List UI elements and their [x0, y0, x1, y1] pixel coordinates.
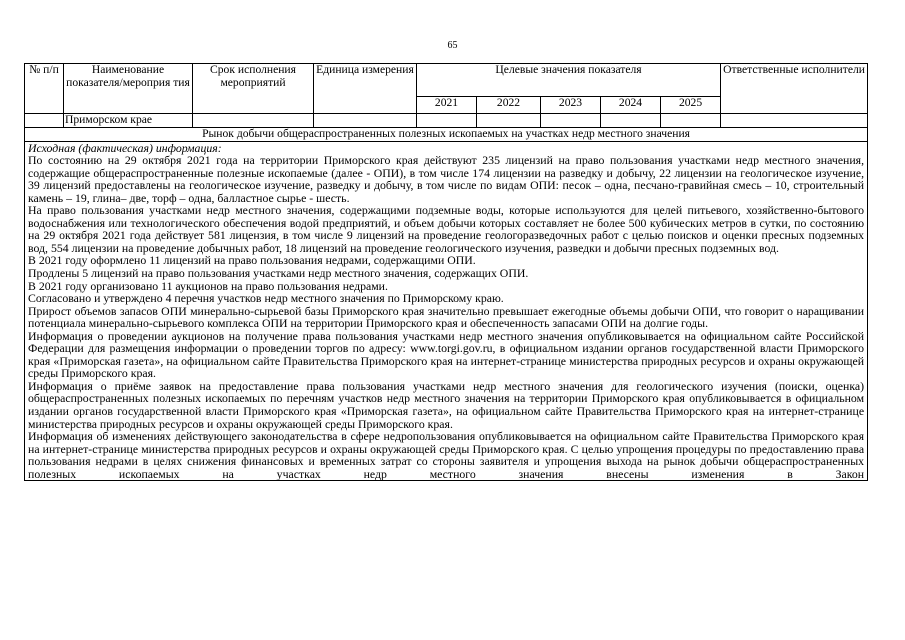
cell-empty: [417, 114, 477, 128]
paragraph: В 2021 году оформлено 11 лицензий на право пользования недрами, содержащими ОПИ.: [28, 253, 476, 268]
section-title: Рынок добычи общераспространенных полезных ископаемых на участках недр местного значения: [25, 128, 868, 142]
section-row: [25, 128, 868, 142]
header-name: Наименование показателя/мероприя тия: [64, 64, 193, 114]
body-text: [25, 141, 868, 481]
year-cell: 2025: [661, 97, 721, 114]
paragraph: Продлены 5 лицензий на право пользования участками недр местного значения, содержащих ОПИ.: [28, 265, 529, 280]
header-num: № п/п: [25, 64, 64, 114]
cell-empty: [314, 114, 417, 128]
cell-empty: [193, 114, 314, 128]
year-cell: 2022: [477, 97, 541, 114]
cell-empty: [721, 114, 868, 128]
paragraph: По состоянию на 29 октября 2021 года на территории Приморского края действуют 235 лицензий на право пользования участками недр местного значения, содержащие общераспространенные полезные ископаемые (далее - ОПИ), в том числе 174 лицензии на разведку и добычу, 22 лицензии на геологическое изучение, 39 лицензий предоставлены на геологическое изучение, разведку и добычу, в том числе по видам ОПИ: песок – одна, песчано-гравийная смесь – 10, строительный камень – 19, глина– две, торф – одна, балластное сырье - шесть.: [28, 153, 865, 205]
paragraph: В 2021 году организовано 11 аукционов на право пользования недрами.: [28, 278, 388, 293]
paragraph: Информация об изменениях действующего законодательства в сфере недропользования опубликовывается на официальном сайте Правительства Приморского края на интернет-странице министерства природных ресурсов и охраны окружающей среды Приморского края. С целью упрощения процедуры по предоставлению права пользования недрами в целях снижения финансовых и временных затрат со стороны заявителя и упрощения выхода на рынок добычи общераспространенных полезных ископаемых на участках недр местного значения внесены изменения в Закон: [28, 429, 865, 481]
cell-empty: [541, 114, 601, 128]
row-name: Приморском крае: [64, 114, 193, 128]
cell-empty: [601, 114, 661, 128]
paragraph: Информация о проведении аукционов на получение права пользования участками недр местного значения опубликовывается на официальном сайте Российской Федерации для размещения информации о проведении торгов по адресу: www.torgi.gov.ru, в официальном издании органов государственной власти Приморского края «Приморская газета», на официальном сайте Правительства Приморского края на интернет-странице министерства природных ресурсов и охраны окружающей среды Приморского края.: [28, 328, 865, 381]
paragraph: Информация о приёме заявок на предоставление права пользования участками недр местного значения для геологического изучения (поиски, оценка) общераспространенных полезных ископаемых по перечням участков недр местного значения на территории Приморского края опубликовывается в официальном издании органов государственной власти Приморского края «Приморская газета», на официальном сайте Правительства Приморского края на интернет-странице министерства природных ресурсов и охраны окружающей среды Приморского края.: [28, 378, 865, 431]
year-cell: 2021: [417, 97, 477, 114]
page-number: 65: [447, 40, 458, 51]
header-unit: Единица измерения: [314, 64, 417, 114]
paragraph: На право пользования участками недр местного значения, содержащими подземные воды, которые используются для целей питьевого, хозяйственно-бытового водоснабжения или технологического обеспечения водой предприятий, и объем добычи которых составляет не более 500 кубических метров в сутки, по состоянию на 29 октября 2021 года действует 581 лицензия, в том числе 9 лицензий на проведение геологоразведочных работ с целью поисков и оценки пресных подземных вод, 554 лицензии на проведение добычных работ, 18 лицензий на проведение геологического изучения, разведки и добычи пресных подземных вод.: [28, 203, 865, 255]
paragraph: Прирост объемов запасов ОПИ минерально-сырьевой базы Приморского края значительно превышает ежегодные объемы добычи ОПИ, что говорит о наращивании потенциала минерально-сырьевого комплекса ОПИ на территории Приморского края и обеспеченность запасами ОПИ на долгие годы.: [28, 303, 865, 331]
body-row: [25, 141, 868, 481]
paragraph-intro: Исходная (фактическая) информация:: [28, 140, 222, 155]
header-deadline: Срок исполнения мероприятий: [193, 64, 314, 114]
cell-empty: [477, 114, 541, 128]
header-targets: Целевые значения показателя: [417, 64, 721, 97]
cell-empty: [25, 114, 64, 128]
header-row: [25, 64, 868, 97]
header-responsible: Ответственные исполнители: [721, 64, 868, 114]
paragraph: Согласовано и утверждено 4 перечня участков недр местного значения по Приморскому краю.: [28, 291, 504, 306]
cell-empty: [661, 114, 721, 128]
year-cell: 2024: [601, 97, 661, 114]
year-cell: 2023: [541, 97, 601, 114]
table-row: [25, 114, 868, 128]
program-table: [24, 63, 868, 481]
